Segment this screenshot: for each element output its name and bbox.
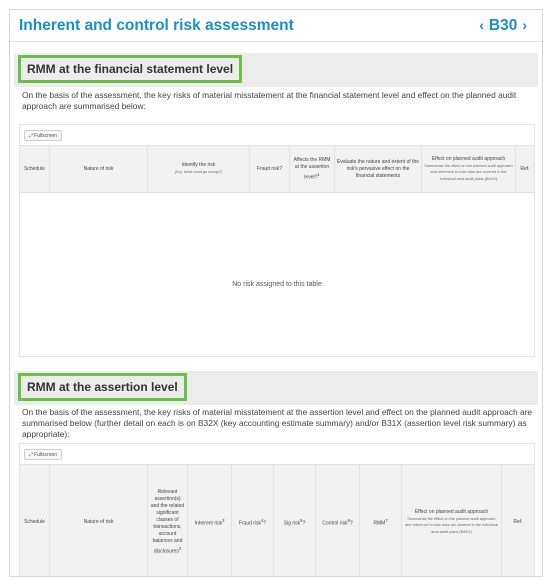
fullscreen-button[interactable] xyxy=(24,130,62,141)
col-rmm xyxy=(360,465,402,577)
col-effect-on-approach xyxy=(422,146,516,192)
col-ref: Ref. xyxy=(513,518,523,525)
col-fraud-risk: Fraud risk? xyxy=(250,146,290,192)
chevron-right-icon[interactable]: › xyxy=(522,17,527,33)
page-header xyxy=(10,10,542,42)
empty-table-message: No risk assigned to this table xyxy=(232,281,322,288)
page-title: Inherent and control risk assessment xyxy=(19,17,294,34)
col-affects-rmm xyxy=(290,146,335,192)
effect-sublabel: Summarise the effect on the planned audit approach and reference to how risks are covered in the individual area audit plans (B40/1) xyxy=(424,163,513,181)
col-effect-on-approach xyxy=(402,465,502,577)
col-relevant-assertions xyxy=(148,465,188,577)
chevron-left-icon[interactable]: ‹ xyxy=(479,17,484,33)
control-label: Control risk xyxy=(322,520,348,527)
col-evaluate-risk: Evaluate the nature and extent of the risk's pervasive effect on the financial statements xyxy=(335,146,422,192)
section-title: RMM at the financial statement level xyxy=(18,55,242,83)
inherent-footnote: 3 xyxy=(222,517,225,523)
col-inherent-risk xyxy=(188,465,232,577)
inherent-label: Inherent risk xyxy=(194,520,223,527)
expand-icon: ⤢ xyxy=(29,133,34,139)
sig-footnote: 5 xyxy=(300,517,303,523)
col-ref: Ref. xyxy=(520,165,530,172)
control-footnote: 6 xyxy=(347,517,350,523)
identify-sublabel: (e.g. what could go wrong?) xyxy=(175,170,222,175)
identify-label: Identify the risk xyxy=(181,162,216,169)
effect-label: Effect on planned audit approach xyxy=(431,155,506,162)
col-control-risk: Control risk$^6$? xyxy=(316,465,360,577)
section-description: On the basis of the assessment, the key risks of material misstatement at the financial statement level and effect on the planned audit approach are summarised below: xyxy=(22,90,517,111)
affects-footnote: 1 xyxy=(317,171,320,177)
fraud-label: Fraud risk xyxy=(238,520,262,527)
effect-sublabel: Summarise the effect on the planned audit approach and reference to how risks are covered in the individual area audit plans (B40/1) xyxy=(405,516,498,534)
col-schedule: Schedule xyxy=(20,146,50,192)
fullscreen-label: Fullscreen xyxy=(34,452,58,458)
section-description: On the basis of the assessment, the key risks of material misstatement at the assertion level and effect on the planned audit approach are summarised below (further detail on each is on B32X (key accounting estimate summary) and/or B31X (assertion level risk summary) as appropriate): xyxy=(22,407,533,439)
fraud-footnote: 4 xyxy=(261,517,264,523)
rmm-footnote: 7 xyxy=(385,517,388,523)
relevant-footnote: 2 xyxy=(178,545,182,551)
section-header-financial-statement xyxy=(14,53,538,87)
expand-icon: ⤢ xyxy=(29,452,34,458)
assertion-risk-table xyxy=(19,443,535,577)
section-title: RMM at the assertion level xyxy=(18,373,187,401)
col-schedule: Schedule xyxy=(20,465,50,577)
col-identify-risk xyxy=(148,146,250,192)
fullscreen-button[interactable] xyxy=(24,449,62,460)
col-sig-risk: Sig risk$^5$? xyxy=(274,465,316,577)
table-header xyxy=(20,145,534,193)
schedule-ref: B30 xyxy=(488,17,518,34)
col-fraud-risk: Fraud risk$^4$? xyxy=(232,465,274,577)
rmm-label: RMM xyxy=(373,520,386,527)
section-header-assertion-level xyxy=(14,371,538,405)
table-header xyxy=(20,464,534,577)
relevant-label: Relevant assertion(s) and the related significant classes of transactions, account balances and disclosures xyxy=(150,488,185,555)
fs-risk-table xyxy=(19,124,535,357)
col-nature-of-risk: Nature of risk xyxy=(50,146,148,192)
fullscreen-label: Fullscreen xyxy=(34,133,58,139)
sig-label: Sig risk xyxy=(283,520,301,527)
affects-label: Affects the RMM at the assertion level? xyxy=(293,156,331,181)
schedule-navigator xyxy=(474,17,532,35)
effect-label: Effect on planned audit approach xyxy=(414,508,489,515)
col-nature-of-risk: Nature of risk xyxy=(50,465,148,577)
risk-assessment-panel xyxy=(9,9,543,577)
